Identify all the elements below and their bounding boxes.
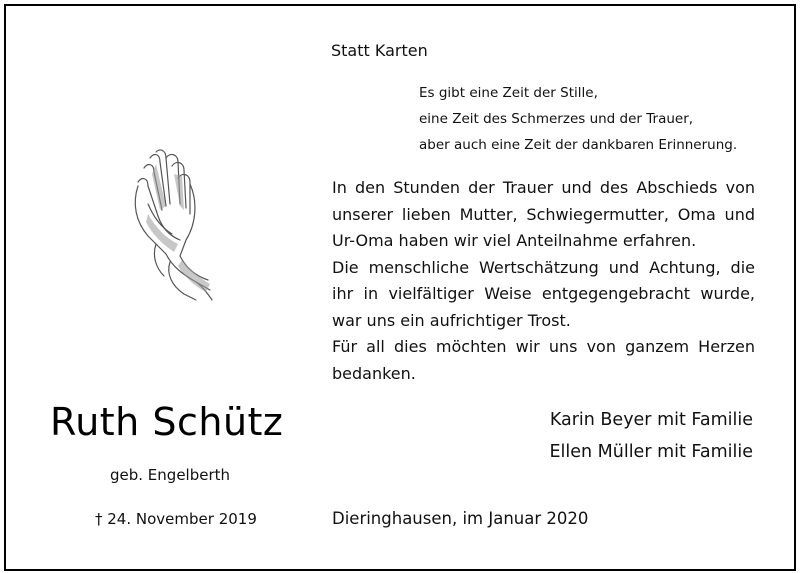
body-line: Für all dies möchten wir uns von ganzem Herzen [332, 337, 755, 356]
deceased-name: Ruth Schütz [50, 400, 284, 444]
praying-hands-icon [126, 144, 226, 304]
body-line: war uns ein aufrichtiger Trost. [332, 310, 571, 330]
poem-line: aber auch eine Zeit der dankbaren Erinnerung. [419, 137, 738, 153]
poem [419, 80, 737, 158]
death-date: † 24. November 2019 [95, 510, 257, 528]
body-line: Ur-Oma haben wir viel Anteilnahme erfahren. [332, 231, 697, 250]
body-line: In den Stunden der Trauer und des Abschieds von [332, 178, 755, 197]
intro-text: Statt Karten [331, 41, 428, 60]
maiden-name: geb. Engelberth [110, 466, 231, 484]
signature-line: Ellen Müller mit Familie [549, 442, 753, 462]
body-line: bedanken. [332, 363, 416, 383]
body-line: ihr in vielfältiger Weise entgegengebracht wurde, [332, 284, 755, 303]
poem-line: Es gibt eine Zeit der Stille, [419, 85, 598, 101]
place-and-date: Dieringhausen, im Januar 2020 [332, 509, 589, 528]
poem-line: eine Zeit des Schmerzes und der Trauer, [419, 111, 694, 127]
signature-line: Karin Beyer mit Familie [549, 410, 753, 430]
body-line: unserer lieben Mutter, Schwiegermutter, Oma und [332, 204, 755, 224]
thank-you-text [332, 175, 755, 387]
body-line: Die menschliche Wertschätzung und Achtung, die [332, 257, 755, 277]
